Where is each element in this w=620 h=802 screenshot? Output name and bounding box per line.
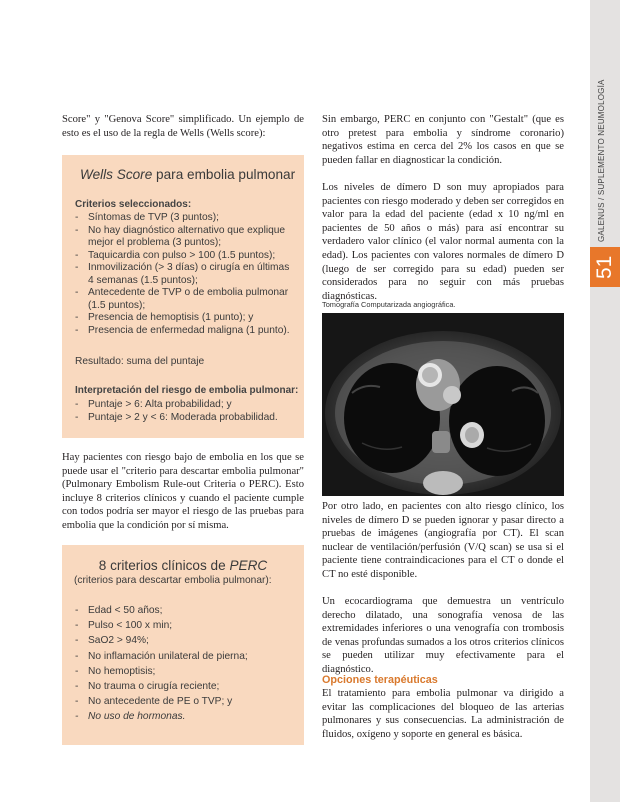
list-item: - Síntomas de TVP (3 puntos); [75,212,297,225]
running-head: GALENUS / SUPLEMENTO NEUMOLOGÍA [597,79,606,242]
right-paragraph-3: Por otro lado, en pacientes con alto riesgo clínico, los niveles de dímero D se pueden ignorar y pasar directo a pruebas de imágenes (angiografía por CT). El scan nuclear de ventilación/perfusión (V/Q scan) se usa si el paciente tiene contraindicaciones para el CT o donde el CT no esté disponible. [322,501,564,580]
list-item: - Puntaje > 2 y < 6: Moderada probabilidad. [75,412,297,425]
list-item: - Presencia de enfermedad maligna (1 punto). [75,325,297,338]
list-item: - Antecedente de TVP o de embolia pulmonar (1.5 puntos); [75,287,297,312]
wells-score-box [62,155,304,438]
section-heading: Opciones terapéuticas [322,674,438,686]
right-paragraph-2: Los niveles de dímero D son muy apropiados para pacientes con riesgo moderado y deben ser corregidos en valor para la edad del paciente (edad x 10 ng/ml en pacientes de 50 años o más) para así encontrar su verdadero valor clínico (el valor normal aumenta con la edad). Los pacientes con valores normales de dímero D (luego de ser corregido para su edad) pueden ser considerados para no seguir con más pruebas diagnósticas. [322,182,564,302]
criteria-list [75,212,297,337]
list-item: - Edad < 50 años; [75,603,297,618]
right-paragraph-4: Un ecocardiograma que demuestra un ventrículo derecho dilatado, una sonografía venosa de las extremidades inferiores o una venografía con trombosis de venas profundas sumados a los otros criterios clínicos se pueden utilizar muy efectivamente para el diagnóstico. [322,596,564,675]
right-paragraph-1: Sin embargo, PERC en conjunto con "Gestalt" (que es otro pretest para embolia y síndrome coronario) negativos estima en cerca del 2% los casos en que se pueden fallar en diagnosticar la condición. [322,114,564,166]
list-item: - No hemoptisis; [75,664,297,679]
perc-box-title: 8 criterios clínicos de PERC [98,558,268,573]
page-number: 51 [593,255,616,279]
list-item: - Pulso < 100 x min; [75,618,297,633]
perc-criteria-box [62,545,304,745]
result-text: Resultado: suma del puntaje [75,356,205,367]
ct-scan-image [322,313,564,496]
list-item: - Taquicardia con pulso > 100 (1.5 puntos); [75,250,297,263]
list-item: - No hay diagnóstico alternativo que explique mejor el problema (3 puntos); [75,225,297,250]
perc-box-subtitle: (criterios para descartar embolia pulmonar): [74,575,272,586]
page-sidebar [590,0,620,802]
wells-box-title: Wells Score para embolia pulmonar [80,167,296,182]
figure-caption: Tomografía Computarizada angiográfica. [322,300,456,309]
list-item: - SaO2 > 94%; [75,633,297,648]
criteria-heading: Criterios seleccionados: [75,199,192,210]
list-item: - No antecedente de PE o TVP; y [75,694,297,709]
perc-list [75,603,297,725]
interpretation-list [75,399,297,424]
list-item: - Inmovilización (> 3 días) o cirugía en últimas 4 semanas (1.5 puntos); [75,262,297,287]
list-item: - Presencia de hemoptisis (1 punto); y [75,312,297,325]
list-item: - Puntaje > 6: Alta probabilidad; y [75,399,297,412]
left-intro: Score" y "Genova Score" simplificado. Un ejemplo de esto es el uso de la regla de Wells (Wells score): [62,114,304,139]
right-paragraph-5: El tratamiento para embolia pulmonar va dirigido a evitar las complicaciones del bloqueo de las arterias pulmonares y sus consecuencias. La administración de fluidos, oxígeno y soporte en general es básica. [322,688,564,740]
list-item: - No trauma o cirugía reciente; [75,679,297,694]
list-item: - No inflamación unilateral de pierna; [75,649,297,664]
list-item: - No uso de hormonas. [75,709,297,724]
left-middle-paragraph: Hay pacientes con riesgo bajo de embolia en los que se puede usar el "criterio para descartar embolia pulmonar" (Pulmonary Embolism Rule-out Criteria o PERC). Esto incluye 8 criterios clínicos y cuando el paciente cumple con todos podría ser mayor el riesgo de las pruebas para embolia que la condición por sí misma. [62,452,304,531]
interpretation-heading: Interpretación del riesgo de embolia pulmonar: [75,385,299,396]
